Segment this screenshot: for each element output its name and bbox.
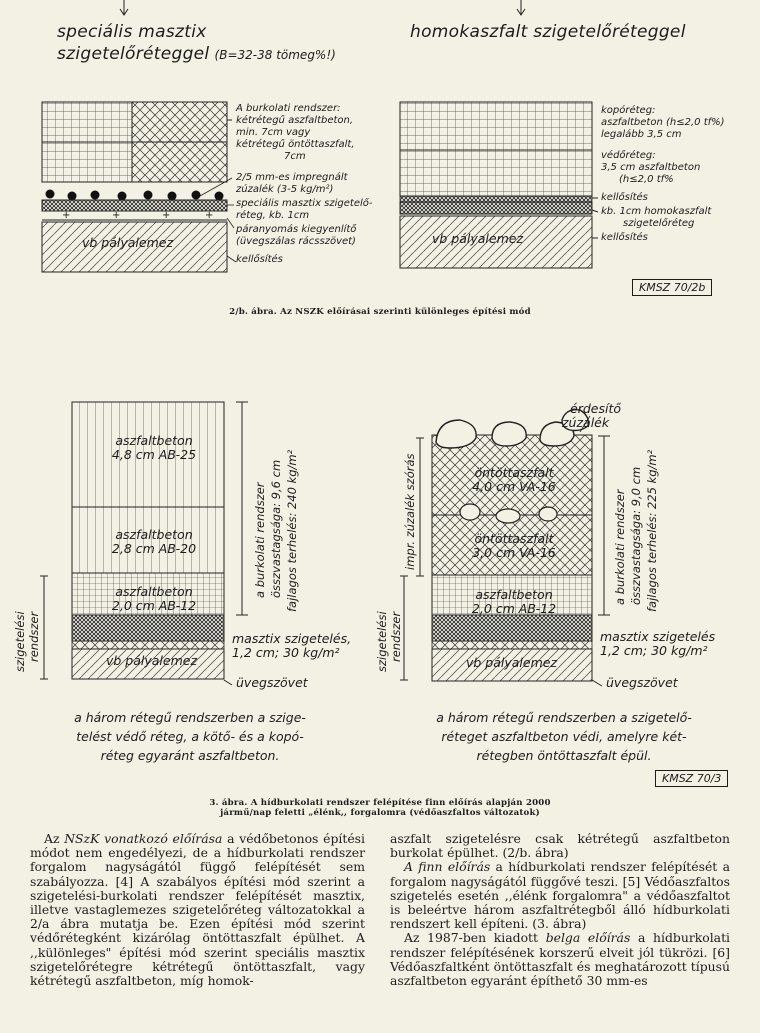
fig2b-left-label-masztix: speciális masztix szigetelő- réteg, kb. 1cm (236, 198, 373, 221)
fig3-left-layer1: aszfaltbeton 4,8 cm AB-25 (111, 433, 197, 462)
fig2b-left-label-palyalemez: vb pályalemez (82, 235, 174, 250)
fig2b-right-label-kellosites1: kellősítés (601, 192, 648, 203)
fig2b-left-label-zuzalek: 2/5 mm-es impregnált zúzalék (3-5 kg/m²) (236, 172, 348, 195)
fig2b-left-label-kiegyenlito: páranyomás kiegyenlítő (üvegszálas rácsszövet) (236, 224, 357, 247)
fig2b-right-label-vedoreteg: védőréteg: 3,5 cm aszfaltbeton (h≤2,0 tf% (601, 150, 701, 185)
fig3-right-palyalemez: vb pályalemez (466, 655, 558, 670)
fig3-right-vertical-2: összvastagsága: 9,0 cm (629, 466, 643, 605)
fig3-left-bracket-2: rendszer (27, 611, 41, 662)
fig3-right-impr: impr. zúzalék szórás (403, 453, 417, 570)
fig3-left-vertical-2: összvastagsága: 9,6 cm (269, 459, 283, 598)
fig2b-right-label-homokaszfalt: kb. 1cm homokaszfalt szigetelőréteg (601, 206, 712, 229)
fig3-left-masztix: masztix szigetelés, 1,2 cm; 30 kg/m² (232, 631, 352, 660)
fig3-right-bracket-2: rendszer (389, 611, 403, 662)
fig3-right-vertical-1: a burkolati rendszer (613, 489, 627, 605)
fig3-left-vertical-1: a burkolati rendszer (253, 482, 267, 598)
fig3-left-layer3: aszfaltbeton 2,0 cm AB-12 (111, 584, 197, 613)
fig3-left-palyalemez: vb pályalemez (106, 653, 198, 668)
fig3-right-note: a három rétegű rendszerben a szigetelő- réteget aszfaltbeton védi, amelyre két- rétegben öntöttaszfalt épül. (436, 710, 692, 763)
fig2b-right-title: homokaszfalt szigetelőréteggel (410, 22, 686, 42)
fig2b-left-title-line2-wrap (57, 44, 336, 64)
fig3-right-erdesito: érdesítő zúzalék (562, 401, 621, 430)
fig3-left-bracket-1: szigetelési (13, 611, 27, 672)
body-col2-paragraph-3: Az 1987-ben kiadott belga előírás a hídburkolati rendszer felépítésének korszerű elveit jól tükrözi. [6] Védőaszfaltként öntöttaszfalt és meghatározott típusú aszfaltbeton egyaránt építhető 30 mm-es (390, 930, 731, 989)
fig3-kmsz-badge: KMSZ 70/3 (655, 770, 728, 787)
fig3-caption: 3. ábra. A hídburkolati rendszer felépítése finn előírás alapján 2000 jármű/nap feletti „élénk,, forgalomra (védőaszfaltos változatok) (209, 798, 551, 818)
fig2b-left-label-burkolat: A burkolati rendszer: kétrétegű aszfaltbeton, min. 7cm vagy kétrétegű öntöttaszfalt, 7cm (236, 103, 355, 162)
fig3-left-uvegszovet: üvegszövet (236, 675, 308, 690)
body-col2-paragraph-2: A finn előírás a hídburkolati rendszer felépítését a forgalom nagyságától függővé teszi. [5] Védőaszfaltos szigetelés esetén ,,élénk forgalomra" a védőaszfaltot is beleértve három aszfaltrétegből álló hídburkolati rendszert kell építeni. (3. ábra) (390, 859, 730, 932)
body-column-2 (390, 832, 730, 988)
fig2b-right-label-koporeteg: kopóréteg: aszfaltbeton (h≤2,0 tf%) legalább 3,5 cm (601, 105, 725, 140)
svg-text:+: + (62, 210, 71, 221)
body-column-1 (30, 832, 365, 988)
svg-text:+: + (112, 210, 121, 221)
fig3-right-layer3: aszfaltbeton 2,0 cm AB-12 (471, 587, 557, 616)
fig2b-left-title-line2: szigetelőréteggel (57, 44, 210, 64)
fig3-right-vertical-3: fajlagos terhelés: 225 kg/m² (645, 449, 659, 612)
fig2b-left-title-line1: speciális masztix (57, 22, 207, 42)
fig2b-left-label-kellosites: kellősítés (236, 254, 283, 265)
fig3-left-vertical-3: fajlagos terhelés: 240 kg/m² (285, 449, 299, 612)
fig2b-kmsz-badge: KMSZ 70/2b (632, 279, 712, 296)
fig3-right-masztix: masztix szigetelés 1,2 cm; 30 kg/m² (600, 629, 716, 658)
fig3-left-layer2: aszfaltbeton 2,8 cm AB-20 (111, 527, 197, 556)
fig3-right-bracket-1: szigetelési (375, 611, 389, 672)
svg-text:+: + (162, 210, 171, 221)
body-col1-paragraph: Az NSzK vonatkozó előírása a védőbetonos építési módot nem engedélyezi, de a hídburkolati rendszer forgalom nagyságától függő felépítését sem szabályozza. [4] A szabályos építési mód szerint a szigetelési-burkolati rendszer felépítését masztix, illetve vastaglemezes szigetelőréteg változatokkal a 2/a ábra mutatja be. Ezen építési mód szerint védőrétegként kizárólag öntöttaszfalt épülhet. A ,,különleges" építési mód szerint speciális masztix szigetelőrétegre kétrétegű öntöttaszfalt, vagy kétrétegű aszfaltbeton, míg homok- (30, 831, 366, 989)
fig3-right-layer2: öntöttaszfalt 3,0 cm VA-16 (472, 531, 556, 560)
fig2b-right-label-palyalemez: vb pályalemez (432, 231, 524, 246)
body-col2-paragraph-1: aszfalt szigetelésre csak kétrétegű aszfaltbeton burkolat épülhet. (2/b. ábra) (390, 831, 730, 861)
fig3-right-layer1: öntöttaszfalt 4,0 cm VA-16 (472, 465, 556, 494)
fig3-right-uvegszovet: üvegszövet (606, 675, 678, 690)
svg-text:+: + (205, 210, 214, 221)
fig2b-right-label-kellosites2: kellősítés (601, 232, 648, 243)
fig3-left-note: a három rétegű rendszerben a szige- telést védő réteg, a kötő- és a kopó- réteg egyaránt aszfaltbeton. (74, 710, 306, 763)
fig2b-left-title-note: (B=32-38 tömeg%!) (214, 48, 336, 62)
fig2b-caption: 2/b. ábra. Az NSZK előírásai szerinti különleges építési mód (229, 307, 531, 317)
